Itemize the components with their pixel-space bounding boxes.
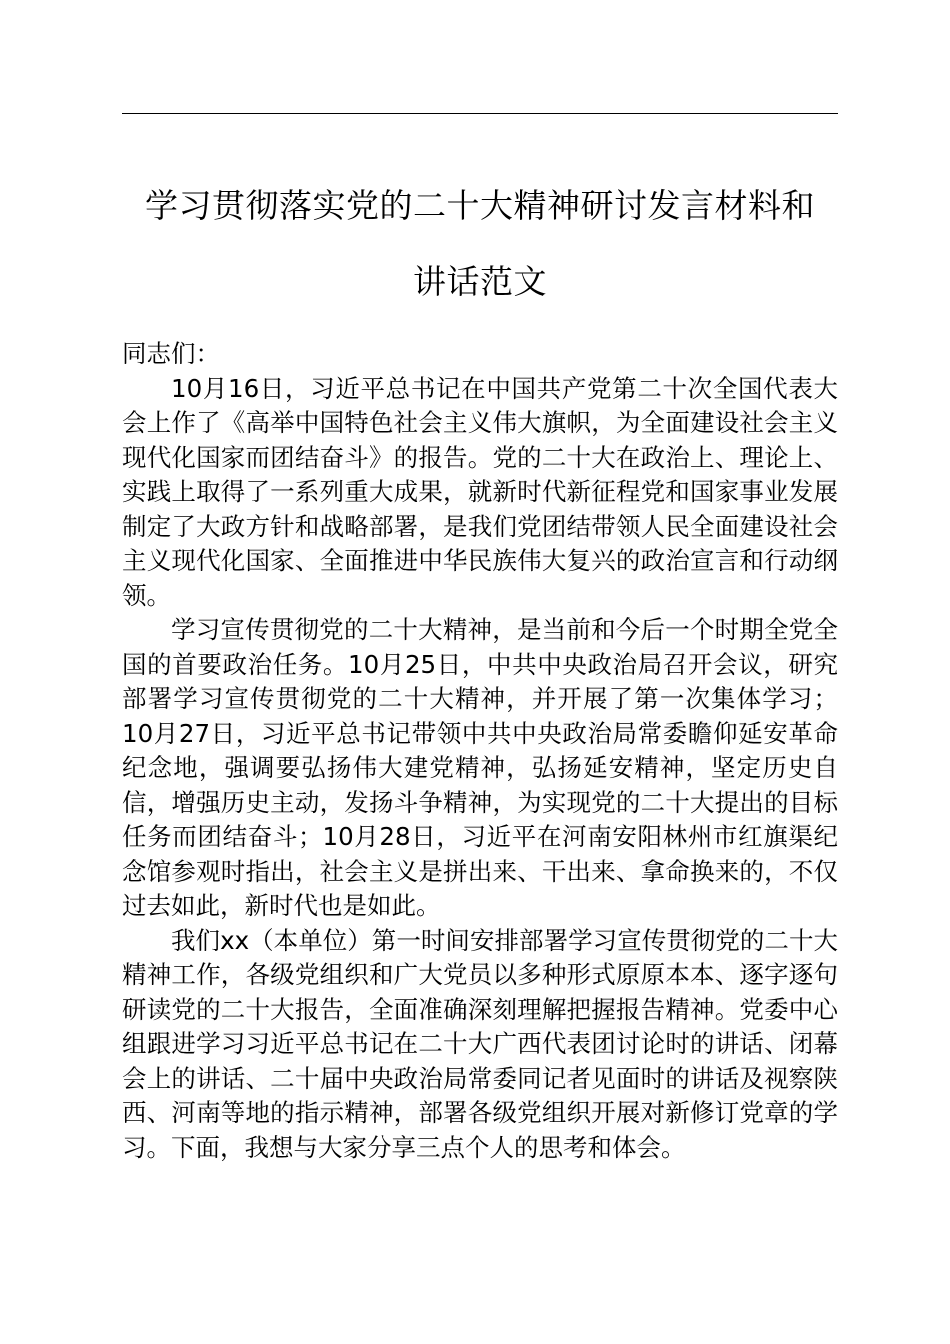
- title-line-1: 学习贯彻落实党的二十大精神研讨发言材料和: [145, 186, 815, 225]
- title-line-2: 讲话范文: [413, 262, 547, 301]
- header-rule: [122, 113, 838, 114]
- document-title: [122, 168, 838, 320]
- paragraph-1: 10月16日，习近平总书记在中国共产党第二十次全国代表大会上作了《高举中国特色社会主义伟大旗帜，为全面建设社会主义现代化国家而团结奋斗》的报告。党的二十大在政治上、理论上、实践上取得了一系列重大成果，就新时代新征程党和国家事业发展制定了大政方针和战略部署，是我们党团结带领人民全面建设社会主义现代化国家、全面推进中华民族伟大复兴的政治宣言和行动纲领。: [122, 373, 838, 610]
- document-body: [122, 337, 838, 1165]
- paragraph-2: 学习宣传贯彻党的二十大精神，是当前和今后一个时期全党全国的首要政治任务。10月25日，中共中央政治局召开会议，研究部署学习宣传贯彻党的二十大精神，并开展了第一次集体学习；10月27日，习近平总书记带领中共中央政治局常委瞻仰延安革命纪念地，强调要弘扬伟大建党精神，弘扬延安精神，坚定历史自信，增强历史主动，发扬斗争精神，为实现党的二十大提出的目标任务而团结奋斗；10月28日，习近平在河南安阳林州市红旗渠纪念馆参观时指出，社会主义是拼出来、干出来、拿命换来的，不仅过去如此，新时代也是如此。: [122, 615, 838, 920]
- paragraph-3: 我们xx（本单位）第一时间安排部署学习宣传贯彻党的二十大精神工作，各级党组织和广大党员以多种形式原原本本、逐字逐句研读党的二十大报告，全面准确深刻理解把握报告精神。党委中心组跟进学习习近平总书记在二十大广西代表团讨论时的讲话、闭幕会上的讲话、二十届中央政治局常委同记者见面时的讲话及视察陕西、河南等地的指示精神，部署各级党组织开展对新修订党章的学习。下面，我想与大家分享三点个人的思考和体会。: [122, 925, 838, 1162]
- salutation: 同志们：: [122, 339, 220, 368]
